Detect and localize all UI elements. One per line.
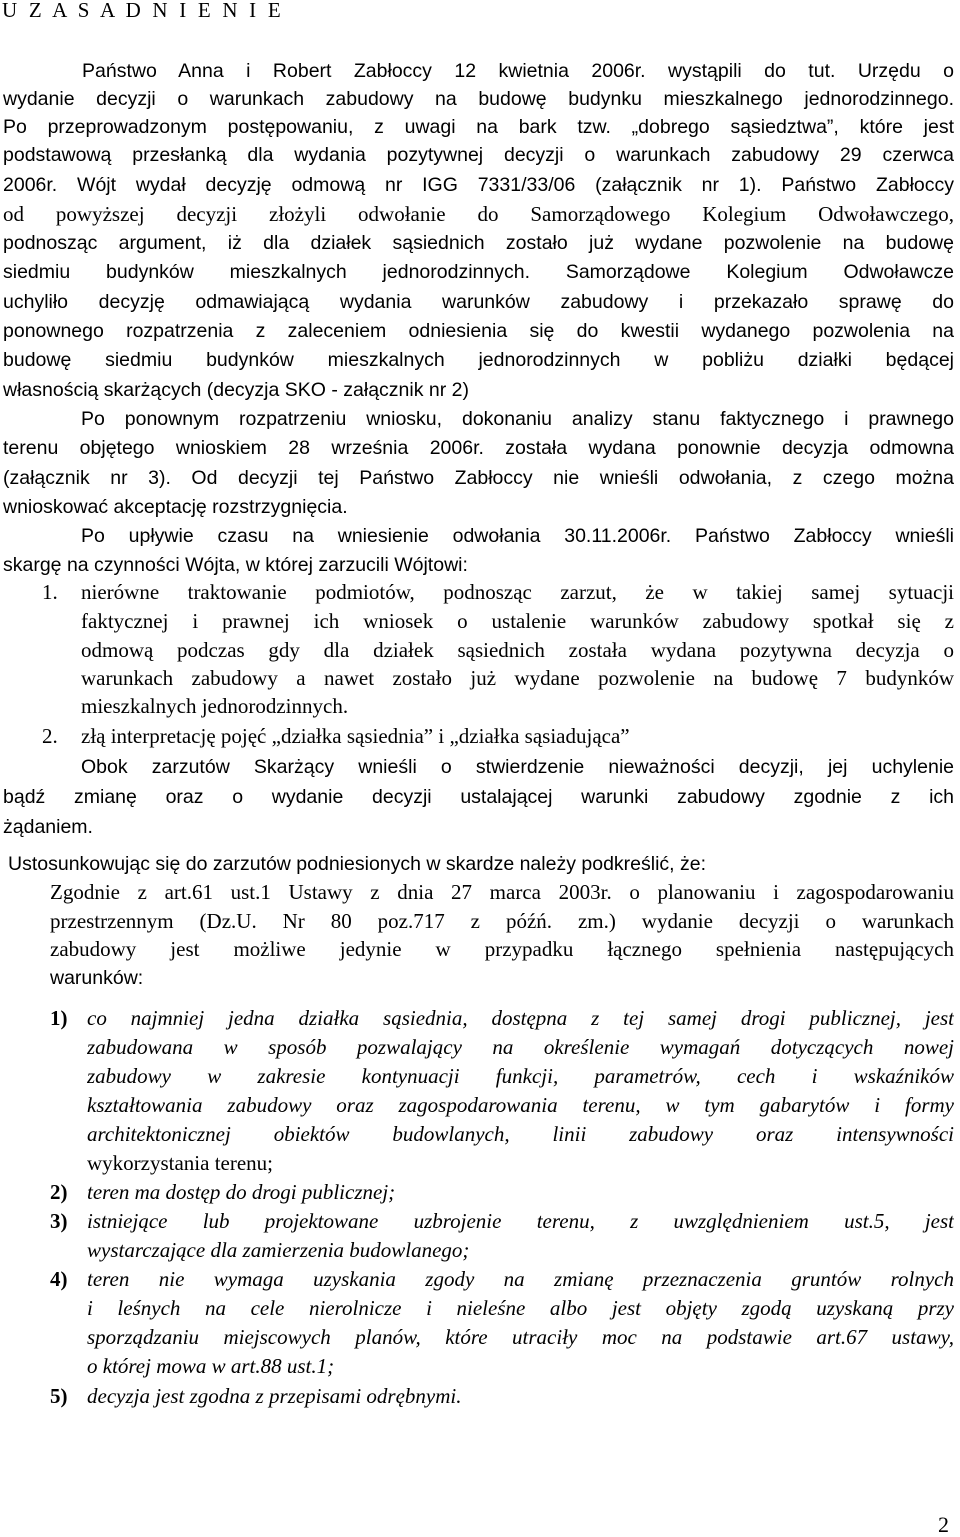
list-item-line: złą interpretację pojęć „działka sąsiednia” i „działka sąsiadująca” [81,724,630,748]
paragraph-line: terenu objętego wnioskiem 28 września 2006r. została wydana ponownie decyzja odmowna [3,437,954,459]
condition-number: 5) [50,1384,68,1408]
condition-line: wystarczające dla zamierzenia budowlanego; [87,1238,470,1262]
paragraph-line: Państwo Anna i Robert Zabłoccy 12 kwietnia 2006r. wystąpili do tut. Urzędu o [82,60,954,82]
paragraph-line: (załącznik nr 3). Od decyzji tej Państwo Zabłoccy nie wnieśli odwołania, z czego można [3,467,954,489]
condition-line: i leśnych na cele nierolnicze i nieleśne albo jest objęty zgodą uzyskaną przy [87,1296,954,1320]
condition-line: kształtowania zabudowy oraz zagospodarowania terenu, w tym gabarytów i formy [87,1093,954,1117]
paragraph-line: budowę siedmiu budynków mieszkalnych jednorodzinnych w pobliżu działki będącej [3,349,954,371]
condition-line: wykorzystania terenu; [87,1151,274,1175]
condition-line: co najmniej jedna działka sąsiednia, dostępna z tej samej drogi publicznej, jest [87,1006,954,1030]
paragraph-line: 2006r. Wójt wydał decyzję odmową nr IGG 7331/33/06 (załącznik nr 1). Państwo Zabłoccy [3,174,954,196]
paragraph-line: siedmiu budynków mieszkalnych jednorodzinnych. Samorządowe Kolegium Odwoławcze [3,261,954,283]
paragraph-line: własnością skarżących (decyzja SKO - załącznik nr 2) [3,379,469,401]
condition-number: 2) [50,1180,68,1204]
condition-number: 4) [50,1267,68,1291]
paragraph-line: żądaniem. [3,816,93,838]
condition-line: decyzja jest zgodna z przepisami odrębnymi. [87,1384,462,1408]
condition-line: architektonicznej obiektów budowlanych, linii zabudowy oraz intensywności [87,1122,954,1146]
list-item-line: nierówne traktowanie podmiotów, podnosząc zarzut, że w takiej samej sytuacji [81,580,954,604]
list-number: 2. [42,724,58,748]
list-item-line: faktycznej i prawnej ich wniosek o ustalenie warunków zabudowy spotkał się z [81,609,954,633]
paragraph-line: skargę na czynności Wójta, w której zarzucili Wójtowi: [3,554,468,576]
paragraph-line: uchyliło decyzję odmawiającą wydania warunków zabudowy i przekazało sprawę do [3,291,954,313]
paragraph-line: zabudowy jest możliwe jedynie w przypadku łącznego spełnienia następujących [50,937,954,961]
list-number: 1. [42,580,58,604]
condition-number: 1) [50,1006,68,1030]
paragraph-line: bądź zmianę oraz o wydanie decyzji ustalającej warunki zabudowy zgodnie z ich [3,786,954,808]
paragraph-line: Zgodnie z art.61 ust.1 Ustawy z dnia 27 marca 2003r. o planowaniu i zagospodarowaniu [50,880,954,904]
paragraph-line: warunków: [50,967,144,989]
condition-line: teren nie wymaga uzyskania zgody na zmianę przeznaczenia gruntów rolnych [87,1267,954,1291]
document-title: U Z A S A D N I E N I E [2,0,284,22]
paragraph-line: wydanie decyzji o warunkach zabudowy na budowę budynku mieszkalnego jednorodzinnego. [3,88,954,110]
page-number: 2 [938,1512,949,1537]
condition-line: o której mowa w art.88 ust.1; [87,1354,335,1378]
paragraph-line: podnosząc argument, iż dla działek sąsiednich zostało już wydane pozwolenie na budowę [3,232,954,254]
paragraph-line: Po ponownym rozpatrzeniu wniosku, dokonaniu analizy stanu faktycznego i prawnego [81,408,954,430]
condition-line: istniejące lub projektowane uzbrojenie terenu, z uwzględnieniem ust.5, jest [87,1209,954,1233]
condition-line: sporządzaniu miejscowych planów, które utraciły moc na podstawie art.67 ustawy, [87,1325,954,1349]
condition-line: teren ma dostęp do drogi publicznej; [87,1180,396,1204]
paragraph-line: Obok zarzutów Skarżący wnieśli o stwierdzenie nieważności decyzji, jej uchylenie [81,756,954,778]
paragraph-line: Po przeprowadzonym postępowaniu, z uwagi na bark tzw. „dobrego sąsiedztwa”, które jest [3,116,954,138]
paragraph-line: od powyższej decyzji złożyli odwołanie do Samorządowego Kolegium Odwoławczego, [3,202,954,226]
condition-line: zabudowana w sposób pozwalający na określenie wymagań dotyczących nowej [87,1035,954,1059]
paragraph-line: przestrzennym (Dz.U. Nr 80 poz.717 z późń. zm.) wydanie decyzji o warunkach [50,909,954,933]
paragraph-line: ponownego rozpatrzenia z zaleceniem odniesienia się do kwestii wydanego pozwolenia na [3,320,954,342]
list-item-line: odmową podczas gdy dla działek sąsiednich została wydana pozytywna decyzja o [81,638,954,662]
list-item-line: mieszkalnych jednorodzinnych. [81,694,349,718]
paragraph-line: wnioskować akceptację rozstrzygnięcia. [3,496,348,518]
paragraph-line: podstawową przesłanką dla wydania pozytywnej decyzji o warunkach zabudowy 29 czerwca [3,144,954,166]
list-item-line: warunkach zabudowy a nawet zostało już wydane pozwolenie na budowę 7 budynków [81,666,954,690]
paragraph-line: Ustosunkowując się do zarzutów podniesionych w skardze należy podkreślić, że: [8,853,707,875]
paragraph-line: Po upływie czasu na wniesienie odwołania 30.11.2006r. Państwo Zabłoccy wnieśli [81,525,954,547]
condition-line: zabudowy w zakresie kontynuacji funkcji, parametrów, cech i wskaźników [87,1064,954,1088]
condition-number: 3) [50,1209,68,1233]
